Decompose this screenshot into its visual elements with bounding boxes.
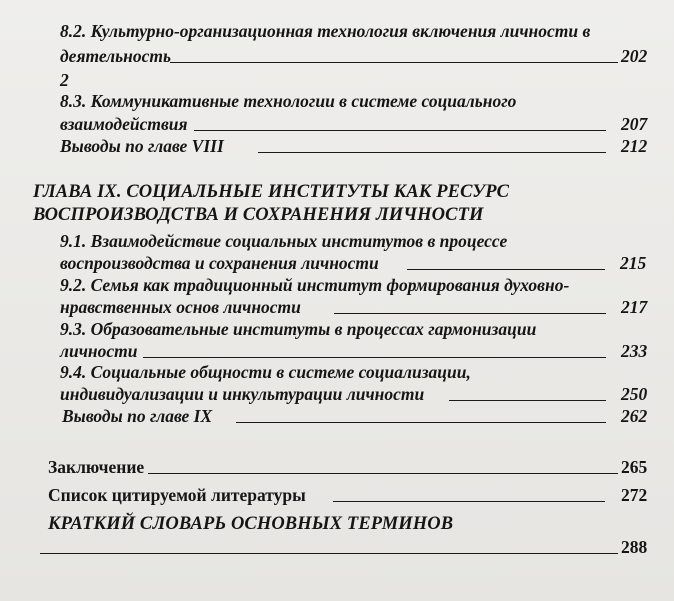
toc-page-conclusions-9[interactable]: 262 [621,406,648,426]
toc-page-references[interactable]: 272 [621,485,648,505]
toc-page-8-3[interactable]: 207 [621,114,648,134]
toc-page-9-2[interactable]: 217 [621,297,648,317]
toc-entry-glossary[interactable]: КРАТКИЙ СЛОВАРЬ ОСНОВНЫХ ТЕРМИНОВ [48,514,454,534]
toc-leader-conclusions-8 [258,152,606,153]
toc-leader-8-3 [194,130,606,131]
toc-page-8-2[interactable]: 202 [621,46,648,66]
toc-leader-9-4 [449,400,606,401]
toc-entry-8-2-title-line1[interactable]: 8.2. Культурно-организационная технология включения личности в [60,21,591,41]
toc-entry-8-3-title-line2[interactable]: взаимодействия [60,114,188,134]
toc-entry-9-1-title-line2[interactable]: воспроизводства и сохранения личности [60,253,379,273]
toc-leader-conclusion [148,473,618,474]
toc-entry-9-2-title-line2[interactable]: нравственных основ личности [60,297,301,317]
toc-leader-9-3 [143,357,606,358]
toc-entry-conclusions-9[interactable]: Выводы по главе IX [62,406,213,426]
toc-entry-references[interactable]: Список цитируемой литературы [48,485,306,505]
toc-entry-9-3-title-line1[interactable]: 9.3. Образовательные институты в процессах гармонизации [60,319,537,339]
toc-leader-9-1 [407,269,605,270]
chapter-9-heading-line1[interactable]: ГЛАВА IX. СОЦИАЛЬНЫЕ ИНСТИТУТЫ КАК РЕСУРС [33,182,510,202]
toc-leader-references [333,501,605,502]
toc-entry-8-3-title-line1[interactable]: 8.3. Коммуникативные технологии в системе социального [60,91,517,111]
toc-entry-9-4-title-line1[interactable]: 9.4. Социальные общности в системе социализации, [60,362,471,382]
toc-stray-digit: 2 [60,70,69,90]
toc-leader-9-2 [334,313,606,314]
toc-page-conclusions-8[interactable]: 212 [621,136,648,156]
toc-page-glossary[interactable]: 288 [621,537,648,557]
toc-page-9-1[interactable]: 215 [620,253,647,273]
toc-entry-conclusion[interactable]: Заключение [48,457,145,477]
toc-leader-8-2 [170,62,618,63]
toc-page-9-3[interactable]: 233 [621,341,648,361]
toc-entry-9-3-title-line2[interactable]: личности [60,341,138,361]
chapter-9-heading-line2[interactable]: ВОСПРОИЗВОДСТВА И СОХРАНЕНИЯ ЛИЧНОСТИ [33,205,484,225]
toc-entry-8-2-title-line2[interactable]: деятельность [60,46,171,66]
toc-leader-glossary [40,553,618,554]
toc-page-conclusion[interactable]: 265 [621,457,648,477]
toc-entry-9-2-title-line1[interactable]: 9.2. Семья как традиционный институт формирования духовно- [60,275,570,295]
toc-entry-9-1-title-line1[interactable]: 9.1. Взаимодействие социальных институтов в процессе [60,231,508,251]
toc-page-9-4[interactable]: 250 [621,384,648,404]
toc-leader-conclusions-9 [236,422,606,423]
toc-entry-9-4-title-line2[interactable]: индивидуализации и инкультурации личности [60,384,425,404]
toc-entry-conclusions-8[interactable]: Выводы по главе VIII [60,136,224,156]
